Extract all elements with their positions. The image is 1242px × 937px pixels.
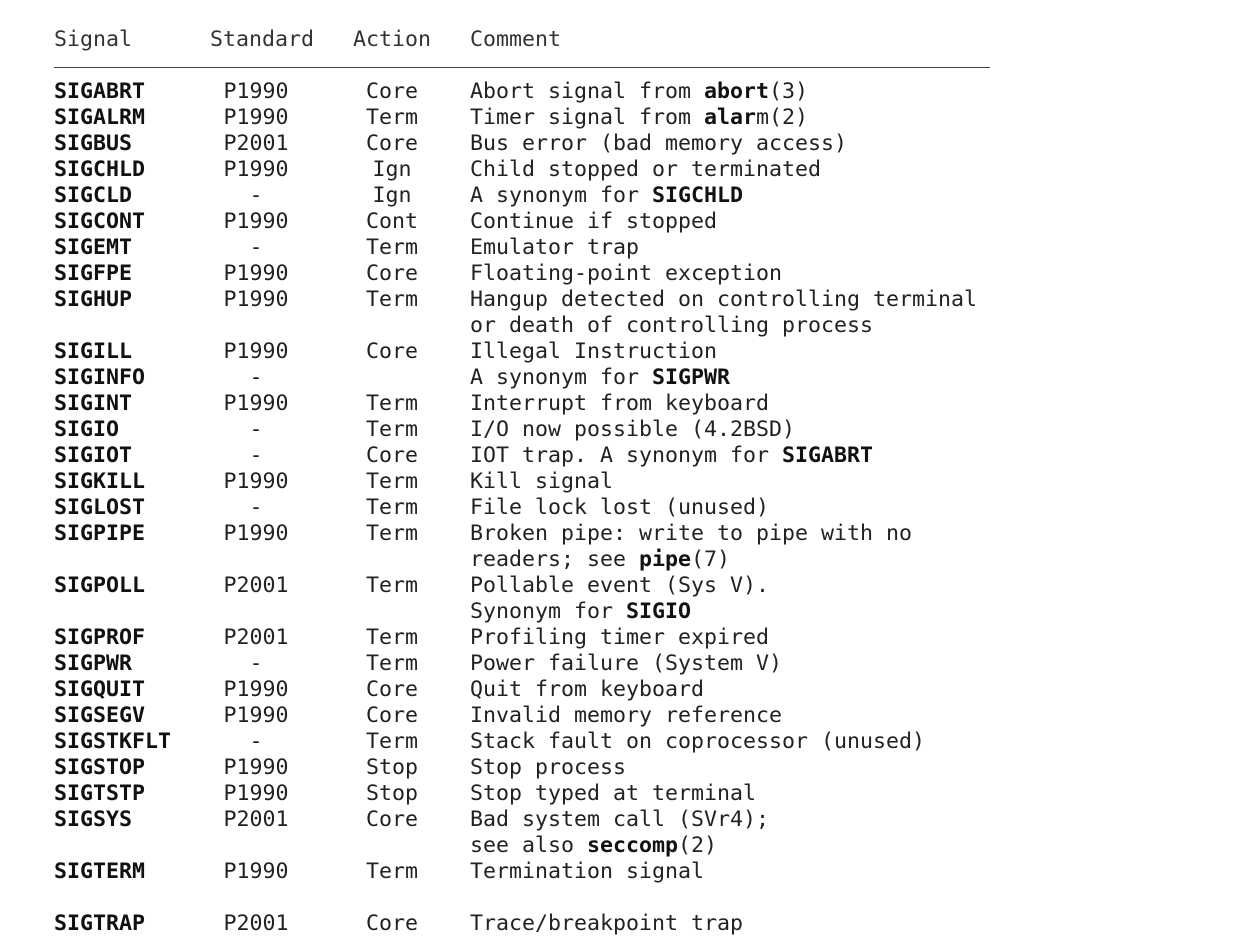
signal-action: Core (365, 677, 418, 702)
signal-name: SIGQUIT (54, 677, 146, 702)
comment-line (470, 755, 1230, 781)
table-row (0, 287, 1242, 339)
comment-text: Power failure (System V) (470, 651, 783, 676)
signal-name: SIGSTOP (54, 755, 146, 780)
signal-action: Core (365, 807, 418, 832)
comment-line (470, 807, 1230, 833)
comment-text: Stack fault on coprocessor (unused) (470, 729, 926, 754)
comment-text: Bad system call (SVr4); (470, 807, 770, 832)
signal-action: Term (365, 651, 418, 676)
comment-line (470, 105, 1230, 131)
signal-standard: P1990 (223, 105, 289, 130)
signal-name: SIGALRM (54, 105, 146, 130)
signal-name: SIGINT (54, 391, 133, 416)
comment-text: Broken pipe: write to pipe with no (470, 521, 913, 546)
comment-text: Emulator trap (470, 235, 640, 260)
signal-standard: - (249, 417, 263, 442)
table-row (0, 183, 1242, 209)
signal-action: Core (365, 703, 418, 728)
comment-line (470, 157, 1230, 183)
signal-action: Term (365, 625, 418, 650)
comment-line (470, 599, 1230, 625)
table-row (0, 443, 1242, 469)
signal-comment (470, 417, 1230, 443)
signal-comment (470, 131, 1230, 157)
column-header-standard: Standard (210, 27, 315, 52)
comment-line (470, 573, 1230, 599)
signal-comment (470, 521, 1230, 573)
table-row (0, 365, 1242, 391)
signal-name: SIGKILL (54, 469, 146, 494)
signal-action: Term (365, 391, 418, 416)
comment-line (470, 235, 1230, 261)
comment-line (470, 443, 1230, 469)
comment-reference: pipe (639, 547, 692, 572)
comment-text: readers; see (470, 547, 640, 572)
table-row (0, 209, 1242, 235)
signal-standard: P1990 (223, 469, 289, 494)
table-row (0, 781, 1242, 807)
signal-standard: - (249, 495, 263, 520)
comment-line (470, 781, 1230, 807)
comment-text: Floating-point exception (470, 261, 783, 286)
comment-line (470, 833, 1230, 859)
signal-action: Core (365, 261, 418, 286)
signal-standard: P1990 (223, 79, 289, 104)
comment-line (470, 417, 1230, 443)
signal-action: Term (365, 105, 418, 130)
comment-line (470, 703, 1230, 729)
signal-standard: P1990 (223, 755, 289, 780)
signal-name: SIGIO (54, 417, 120, 442)
signal-name: SIGPROF (54, 625, 146, 650)
signal-table-body (0, 79, 1242, 937)
signal-standard: P1990 (223, 339, 289, 364)
signal-standard: - (249, 729, 263, 754)
signal-name: SIGINFO (54, 365, 146, 390)
signal-name: SIGILL (54, 339, 133, 364)
comment-text: File lock lost (unused) (470, 495, 770, 520)
signal-standard: P2001 (223, 131, 289, 156)
signal-standard: P1990 (223, 287, 289, 312)
comment-reference: SIGCHLD (652, 183, 744, 208)
column-header-action: Action (353, 27, 432, 52)
comment-line (470, 131, 1230, 157)
signal-name: SIGTERM (54, 859, 146, 884)
comment-text: (2) (678, 833, 718, 858)
signal-action: Ign (372, 157, 412, 182)
signal-standard: - (249, 365, 263, 390)
signal-name: SIGSTKFLT (54, 729, 172, 754)
signal-name: SIGABRT (54, 79, 146, 104)
signal-comment (470, 469, 1230, 495)
comment-reference: SIGABRT (782, 443, 874, 468)
signal-standard: P1990 (223, 677, 289, 702)
signal-comment (470, 105, 1230, 131)
signal-comment (470, 677, 1230, 703)
signal-comment (470, 365, 1230, 391)
comment-reference: SIGPWR (652, 365, 731, 390)
signal-comment (470, 625, 1230, 651)
signal-name: SIGCLD (54, 183, 133, 208)
signal-comment (470, 729, 1230, 755)
table-row (0, 261, 1242, 287)
table-row (0, 469, 1242, 495)
comment-text: Stop process (470, 755, 627, 780)
signal-standard: P2001 (223, 625, 289, 650)
comment-text: m(2) (756, 105, 809, 130)
comment-text: Pollable event (Sys V). (470, 573, 770, 598)
signal-standard: P1990 (223, 261, 289, 286)
signal-standard: P2001 (223, 573, 289, 598)
signal-action: Term (365, 729, 418, 754)
signal-comment (470, 703, 1230, 729)
signal-action: Term (365, 469, 418, 494)
signal-standard: P1990 (223, 781, 289, 806)
table-row (0, 859, 1242, 885)
comment-text: Termination signal (470, 859, 705, 884)
signal-standard: P2001 (223, 911, 289, 936)
signal-name: SIGSEGV (54, 703, 146, 728)
signal-comment (470, 287, 1230, 339)
comment-line (470, 183, 1230, 209)
signal-standard: - (249, 183, 263, 208)
signal-comment (470, 781, 1230, 807)
signal-action: Term (365, 573, 418, 598)
signal-comment (470, 183, 1230, 209)
signal-standard: P1990 (223, 209, 289, 234)
signal-action: Term (365, 859, 418, 884)
signal-name: SIGHUP (54, 287, 133, 312)
comment-text: A synonym for (470, 183, 653, 208)
table-row (0, 911, 1242, 937)
column-header-comment: Comment (470, 27, 562, 52)
signal-comment (470, 651, 1230, 677)
table-row (0, 573, 1242, 625)
comment-line (470, 313, 1230, 339)
comment-text: Abort signal from (470, 79, 705, 104)
table-row (0, 651, 1242, 677)
signal-comment (470, 573, 1230, 625)
column-header-signal: Signal (54, 27, 133, 52)
table-row (0, 157, 1242, 183)
comment-text: Bus error (bad memory access) (470, 131, 848, 156)
table-row (0, 755, 1242, 781)
comment-text: Interrupt from keyboard (470, 391, 770, 416)
comment-reference: alar (704, 105, 757, 130)
signal-standard: P2001 (223, 807, 289, 832)
comment-line (470, 469, 1230, 495)
comment-text: Kill signal (470, 469, 614, 494)
comment-line (470, 729, 1230, 755)
signal-comment (470, 261, 1230, 287)
signal-name: SIGLOST (54, 495, 146, 520)
comment-line (470, 365, 1230, 391)
signal-name: SIGPWR (54, 651, 133, 676)
comment-text: IOT trap. A synonym for (470, 443, 783, 468)
signal-comment (470, 859, 1230, 885)
comment-text: Continue if stopped (470, 209, 718, 234)
comment-text: see also (470, 833, 588, 858)
signal-comment (470, 157, 1230, 183)
table-row (0, 495, 1242, 521)
comment-text: I/O now possible (4.2BSD) (470, 417, 796, 442)
signal-name: SIGSYS (54, 807, 133, 832)
header-divider (54, 67, 990, 68)
table-row (0, 625, 1242, 651)
signal-standard: P1990 (223, 859, 289, 884)
signal-action: Ign (372, 183, 412, 208)
signal-action: Stop (365, 781, 418, 806)
comment-reference: SIGIO (626, 599, 692, 624)
comment-line (470, 79, 1230, 105)
signal-comment (470, 391, 1230, 417)
comment-line (470, 651, 1230, 677)
signal-comment (470, 755, 1230, 781)
comment-text: or death of controlling process (470, 313, 874, 338)
signal-name: SIGPOLL (54, 573, 146, 598)
signal-comment (470, 443, 1230, 469)
table-row (0, 391, 1242, 417)
comment-line (470, 287, 1230, 313)
comment-line (470, 261, 1230, 287)
signal-standard: - (249, 651, 263, 676)
comment-line (470, 339, 1230, 365)
signal-action: Term (365, 235, 418, 260)
comment-line (470, 391, 1230, 417)
signal-comment (470, 495, 1230, 521)
signal-action: Core (365, 79, 418, 104)
comment-line (470, 495, 1230, 521)
comment-text: Quit from keyboard (470, 677, 705, 702)
signal-action: Cont (365, 209, 418, 234)
table-row (0, 79, 1242, 105)
signal-comment (470, 339, 1230, 365)
comment-text: Hangup detected on controlling terminal (470, 287, 978, 312)
comment-line (470, 911, 1230, 937)
signal-action: Core (365, 443, 418, 468)
table-row (0, 339, 1242, 365)
table-row (0, 703, 1242, 729)
comment-text: Trace/breakpoint trap (470, 911, 744, 936)
signal-standard: P1990 (223, 391, 289, 416)
signal-name: SIGIOT (54, 443, 133, 468)
comment-text: Illegal Instruction (470, 339, 718, 364)
signal-name: SIGPIPE (54, 521, 146, 546)
signal-name: SIGEMT (54, 235, 133, 260)
table-row (0, 729, 1242, 755)
signal-name: SIGCHLD (54, 157, 146, 182)
signal-name: SIGBUS (54, 131, 133, 156)
comment-line (470, 209, 1230, 235)
signal-action: Stop (365, 755, 418, 780)
table-row (0, 105, 1242, 131)
signal-action: Term (365, 495, 418, 520)
comment-text: Stop typed at terminal (470, 781, 757, 806)
signal-action: Core (365, 339, 418, 364)
comment-line (470, 677, 1230, 703)
signal-standard: P1990 (223, 703, 289, 728)
signal-name: SIGFPE (54, 261, 133, 286)
comment-text: Profiling timer expired (470, 625, 770, 650)
signal-action: Term (365, 417, 418, 442)
signal-name: SIGTSTP (54, 781, 146, 806)
signal-standard: - (249, 235, 263, 260)
signal-comment (470, 911, 1230, 937)
comment-reference: seccomp (587, 833, 679, 858)
table-row (0, 807, 1242, 859)
signal-name: SIGCONT (54, 209, 146, 234)
row-spacer (0, 885, 1242, 911)
signal-standard: P1990 (223, 521, 289, 546)
comment-text: Synonym for (470, 599, 627, 624)
signal-standard: - (249, 443, 263, 468)
signal-action: Term (365, 287, 418, 312)
comment-line (470, 547, 1230, 573)
table-row (0, 521, 1242, 573)
comment-line (470, 859, 1230, 885)
comment-line (470, 625, 1230, 651)
comment-text: Invalid memory reference (470, 703, 783, 728)
signal-comment (470, 235, 1230, 261)
table-row (0, 131, 1242, 157)
signal-action: Core (365, 131, 418, 156)
table-row (0, 417, 1242, 443)
signal-action: Core (365, 911, 418, 936)
signal-standard: P1990 (223, 157, 289, 182)
signal-comment (470, 209, 1230, 235)
comment-text: (7) (691, 547, 731, 572)
signal-action: Term (365, 521, 418, 546)
comment-reference: abort (704, 79, 770, 104)
signal-name: SIGTRAP (54, 911, 146, 936)
comment-text: (3) (769, 79, 809, 104)
table-row (0, 677, 1242, 703)
table-row (0, 235, 1242, 261)
signal-comment (470, 807, 1230, 859)
comment-text: Child stopped or terminated (470, 157, 822, 182)
signal-comment (470, 79, 1230, 105)
comment-text: A synonym for (470, 365, 653, 390)
comment-text: Timer signal from (470, 105, 705, 130)
comment-line (470, 521, 1230, 547)
